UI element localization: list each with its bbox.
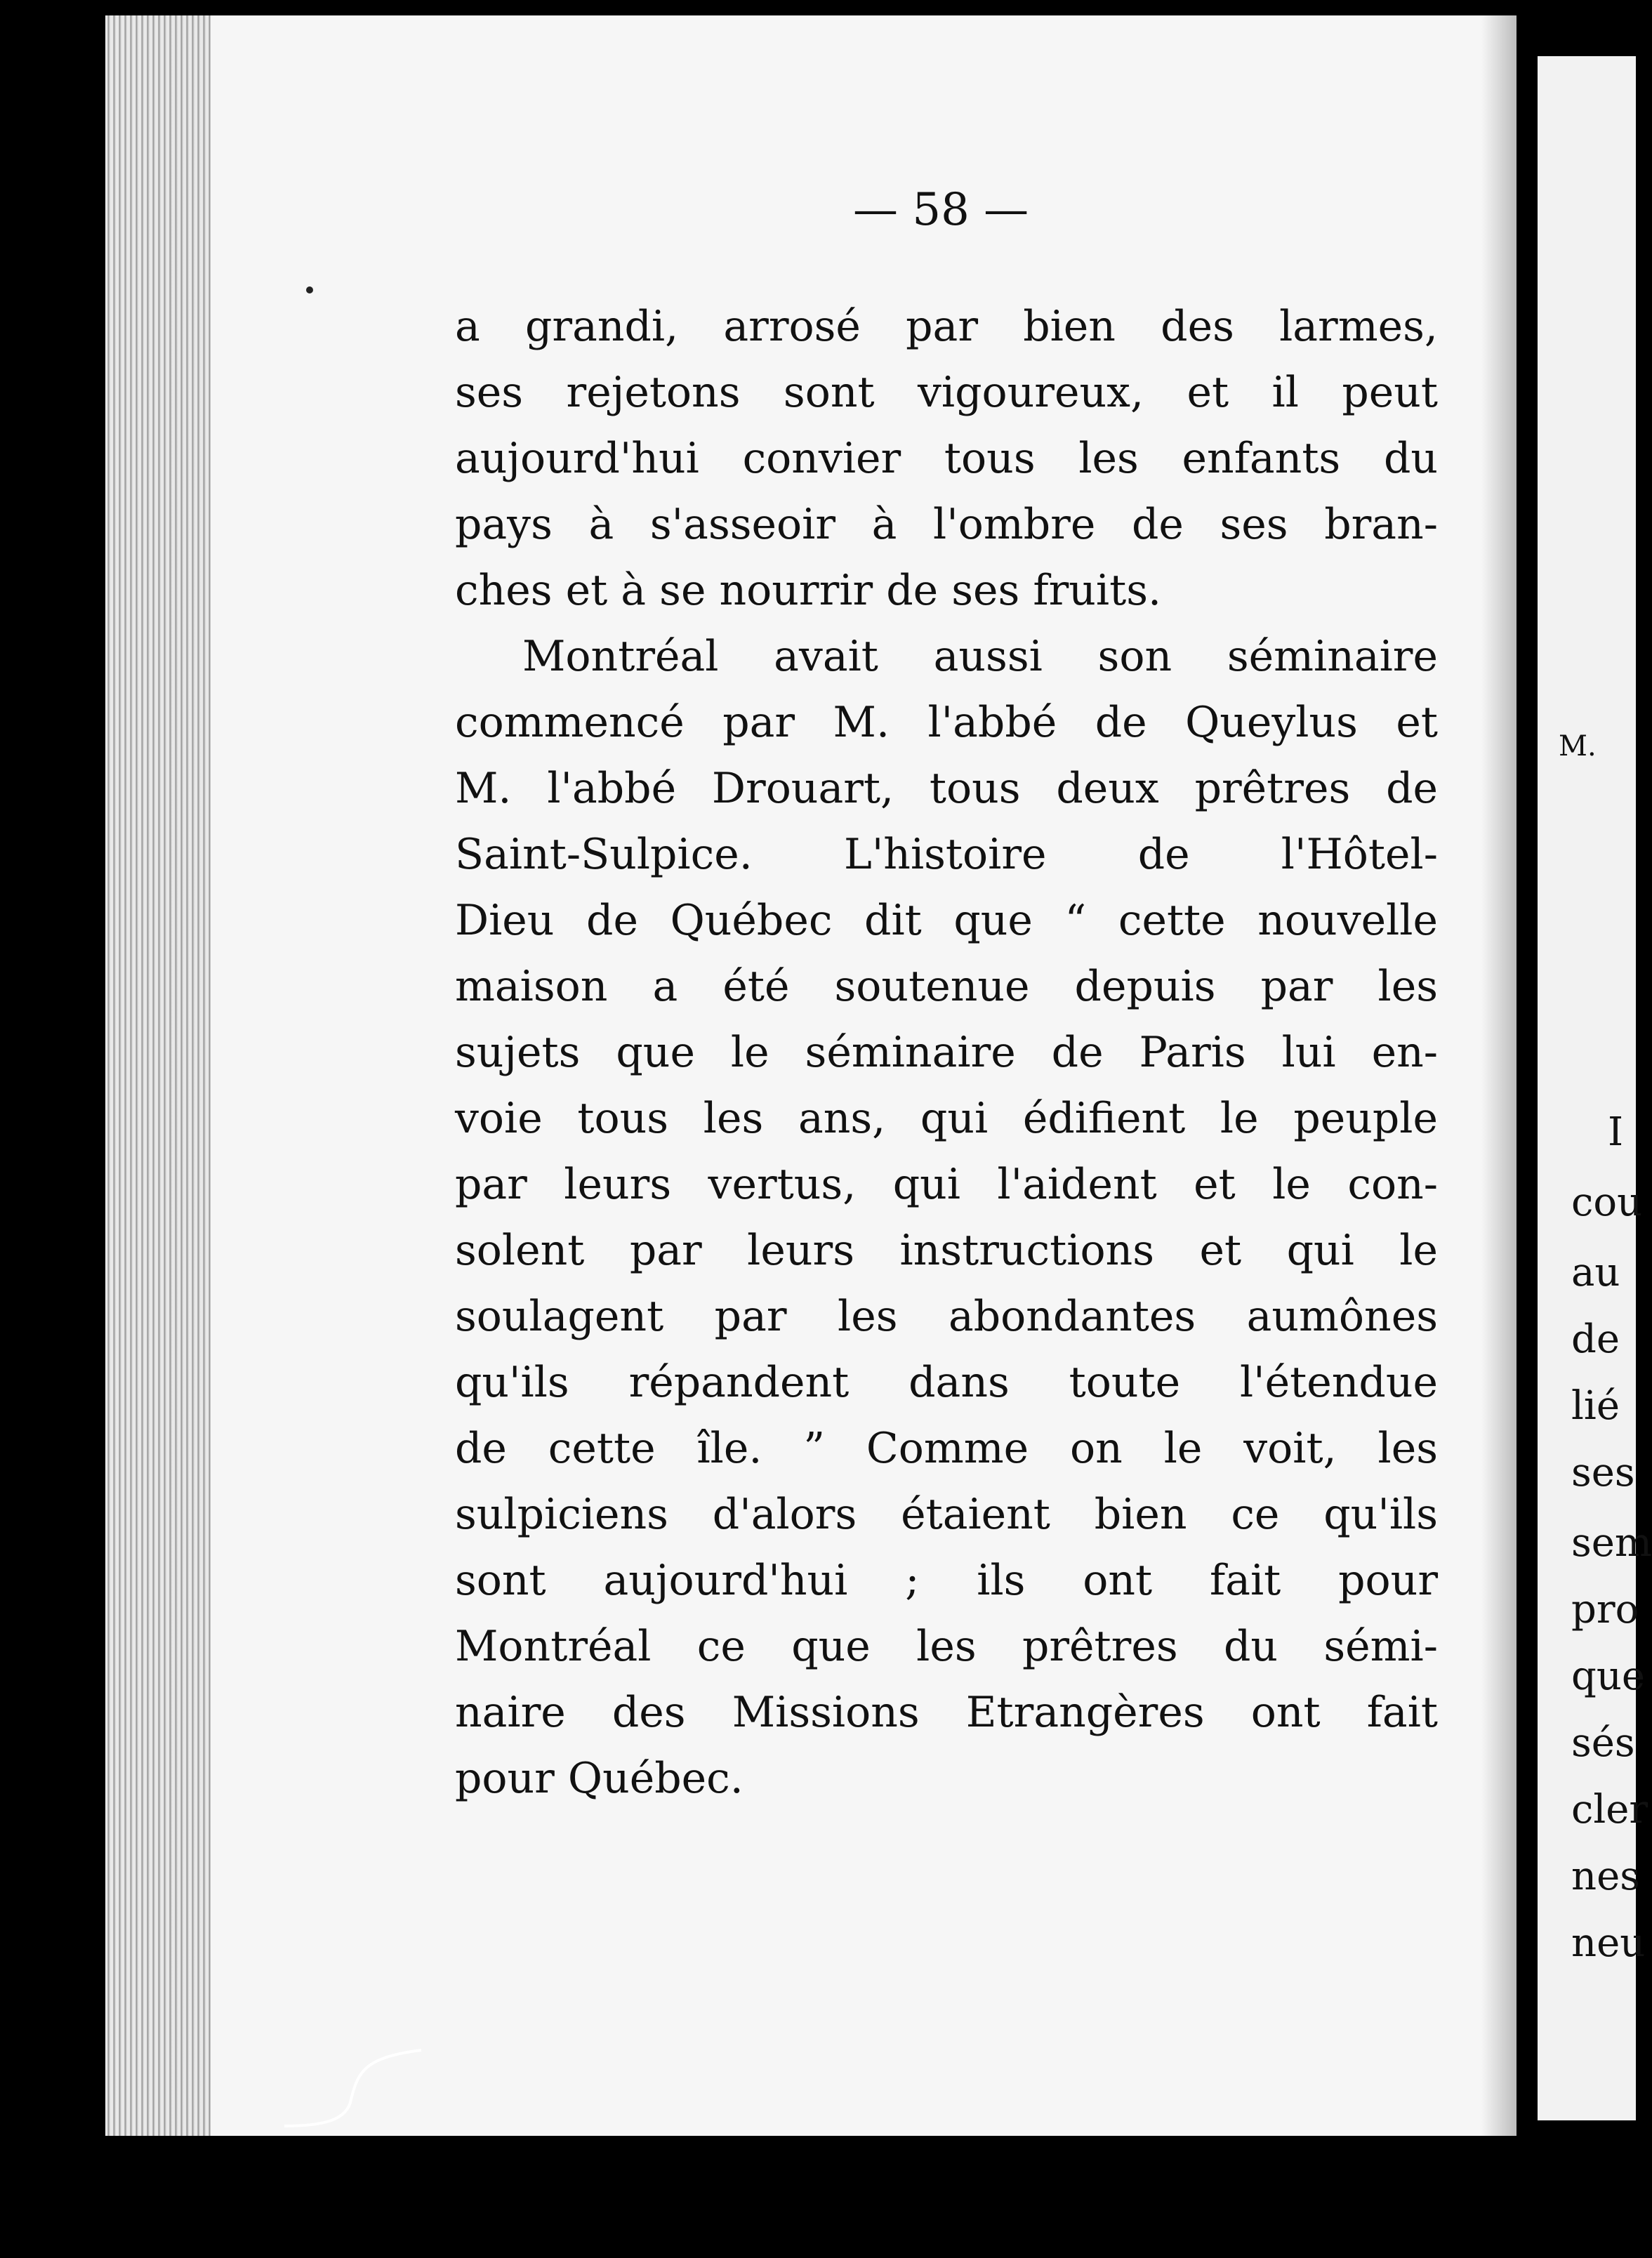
facing-page-fragment: de (1571, 1316, 1620, 1362)
facing-page-fragment: lié (1571, 1383, 1620, 1429)
text-line: ses rejetons sont vigoureux, et il peut (455, 368, 1438, 417)
ink-speck (306, 286, 313, 293)
text-line: solent par leurs instructions et qui le (455, 1226, 1438, 1275)
text-line: aujourd'hui convier tous les enfants du (455, 434, 1438, 483)
text-line-paragraph-start: Montréal avait aussi son séminaire (522, 632, 1438, 681)
facing-page-fragment: neu (1571, 1920, 1646, 1966)
text-line: Montréal ce que les prêtres du sémi- (455, 1622, 1438, 1671)
body-text (455, 293, 1438, 1811)
gutter-shadow (1481, 15, 1516, 2136)
text-line: de cette île. ” Comme on le voit, les (455, 1424, 1438, 1473)
page-number: — 58 — (853, 184, 1029, 236)
facing-page-fragment: ses (1571, 1450, 1635, 1496)
text-line: ches et à se nourrir de ses fruits. (455, 566, 1162, 615)
text-line: voie tous les ans, qui édifient le peuple (455, 1094, 1438, 1143)
text-line: sont aujourd'hui ; ils ont fait pour (455, 1556, 1438, 1605)
facing-page-fragment: sem (1571, 1520, 1652, 1566)
scratch-mark (281, 2043, 435, 2134)
text-line: pour Québec. (455, 1754, 744, 1803)
text-line: M. l'abbé Drouart, tous deux prêtres de (455, 764, 1438, 813)
facing-page-fragment: cou (1571, 1180, 1643, 1225)
facing-page-fragment: pro (1571, 1587, 1639, 1632)
text-line: naire des Missions Etrangères ont fait (455, 1688, 1438, 1737)
text-line: Saint-Sulpice. L'histoire de l'Hôtel- (455, 830, 1438, 879)
text-line: Dieu de Québec dit que “ cette nouvelle (455, 896, 1438, 945)
text-line: qu'ils répandent dans toute l'étendue (455, 1358, 1438, 1407)
facing-page-fragment: cler (1571, 1787, 1648, 1833)
text-line: sulpiciens d'alors étaient bien ce qu'ils (455, 1490, 1438, 1539)
facing-page-fragment: nes (1571, 1854, 1640, 1899)
text-line: sujets que le séminaire de Paris lui en- (455, 1028, 1438, 1077)
text-line: a grandi, arrosé par bien des larmes, (455, 302, 1438, 351)
text-line: soulagent par les abondantes aumônes (455, 1292, 1438, 1341)
facing-page-fragment: M. (1559, 730, 1597, 762)
facing-page-edge (1538, 56, 1652, 2120)
text-line: pays à s'asseoir à l'ombre de ses bran- (455, 500, 1438, 549)
text-line: maison a été soutenue depuis par les (455, 962, 1438, 1011)
page-edge-stack (105, 15, 211, 2136)
facing-page-fragment: au (1571, 1250, 1620, 1295)
text-line: par leurs vertus, qui l'aident et le con- (455, 1160, 1438, 1209)
facing-page-fragment: que (1571, 1653, 1646, 1699)
facing-page-fragment: I (1608, 1109, 1624, 1155)
text-line: commencé par M. l'abbé de Queylus et (455, 698, 1438, 747)
facing-page-fragment: sés (1571, 1720, 1635, 1766)
